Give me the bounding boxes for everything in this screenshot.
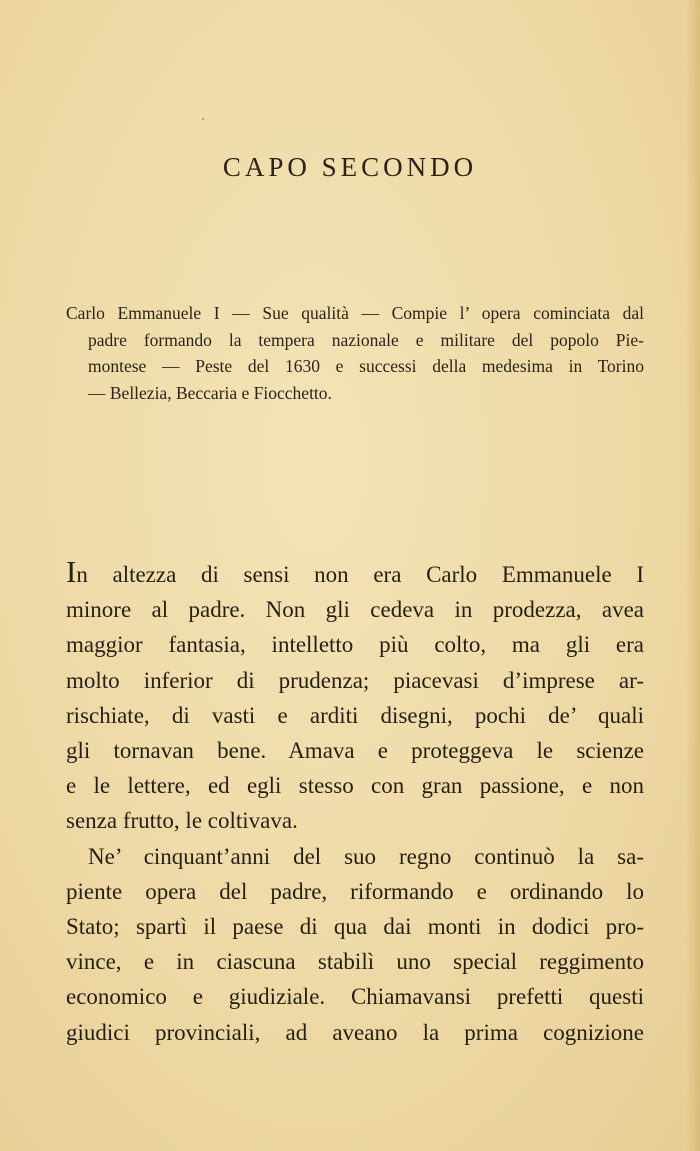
summary-line: padre formando la tempera nazionale e militare del popolo Pie- (88, 329, 644, 350)
text-line: Ne’ cinquant’anni del suo regno continuò la sa- (88, 843, 644, 869)
text-line: senza frutto, le coltivava. (66, 808, 298, 834)
first-line-text: n altezza di sensi non era Carlo Emmanuele I (76, 562, 644, 587)
text-line: minore al padre. Non gli cedeva in prodezza, avea (66, 597, 644, 623)
text-line: vince, e in ciascuna stabilì uno special reggimento (66, 949, 644, 975)
text-line: molto inferior di prudenza; piacevasi d’imprese ar- (66, 667, 644, 693)
text-line: economico e giudiziale. Chiamavansi prefetti questi (66, 984, 644, 1010)
text-line (66, 556, 644, 592)
text-line: rischiate, di vasti e arditi disegni, pochi de’ quali (66, 702, 644, 728)
summary-line: Carlo Emmanuele I — Sue qualità — Compie l’ opera cominciata dal (66, 303, 644, 323)
body-text (66, 556, 644, 1050)
chapter-title: CAPO SECONDO (222, 152, 478, 182)
paragraph-1 (66, 556, 644, 839)
text-line: piente opera del padre, riformando e ordinando lo (66, 878, 644, 904)
text-line: gli tornavan bene. Amava e proteggeva le scienze (66, 738, 644, 764)
initial-letter: I (66, 554, 77, 589)
text-line: giudici provinciali, ad aveano la prima cognizione (66, 1019, 644, 1045)
summary-line: — Bellezia, Beccaria e Fiocchetto. (88, 382, 332, 403)
text-line: maggior fantasia, intelletto più colto, ma gli era (66, 632, 644, 658)
text-line: e le lettere, ed egli stesso con gran passione, e non (66, 773, 644, 799)
summary-line: montese — Peste del 1630 e successi della medesima in Torino (88, 356, 644, 376)
page-speck (202, 118, 204, 120)
paragraph-2 (66, 839, 644, 1050)
chapter-summary (66, 300, 644, 406)
text-line: Stato; spartì il paese di qua dai monti in dodici pro- (66, 914, 644, 940)
